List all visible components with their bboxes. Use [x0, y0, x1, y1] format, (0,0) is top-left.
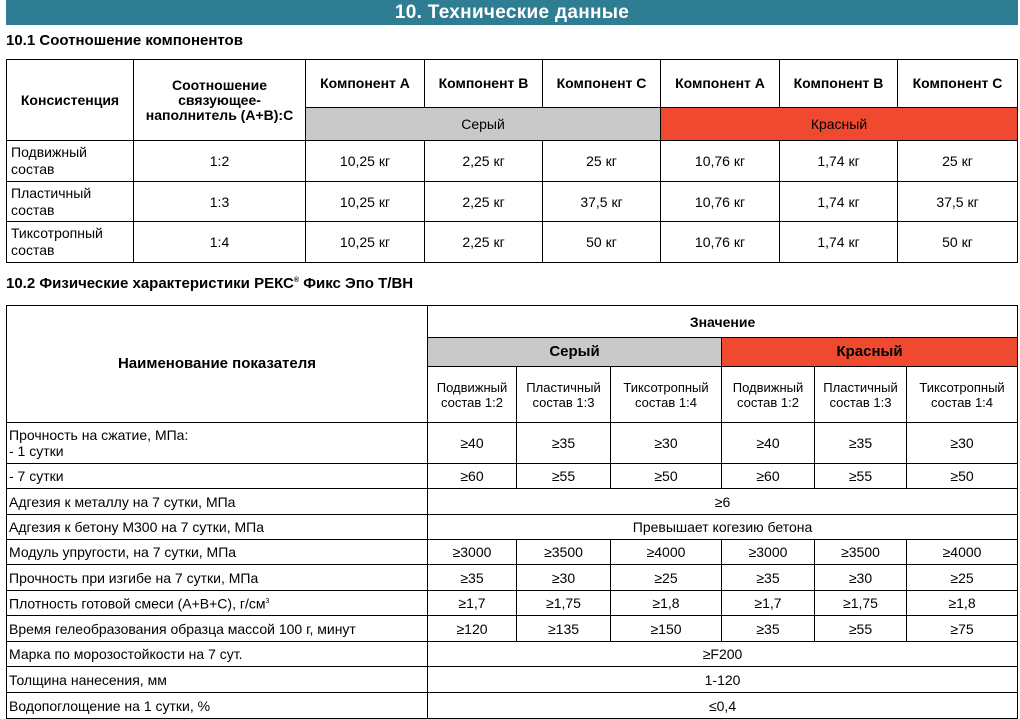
table-row — [7, 565, 1018, 591]
cell-value: ≥150 — [611, 616, 722, 642]
cell-value: 2,25 кг — [425, 141, 543, 182]
row-ratio: 1:3 — [134, 182, 306, 222]
cell-value: 1-120 — [428, 667, 1018, 693]
cell-value: ≥30 — [815, 565, 907, 591]
title-text: Фикс Эпо Т/ВН — [299, 275, 414, 292]
header-component: Компонент А — [661, 60, 780, 108]
cell-value: ≥60 — [428, 464, 517, 489]
cell-value: ≥35 — [428, 565, 517, 591]
cell-value: ≥25 — [611, 565, 722, 591]
cell-value: ≥120 — [428, 616, 517, 642]
cell-value: 10,76 кг — [661, 182, 780, 222]
cell-value: ≥35 — [815, 423, 907, 464]
header-component: Компонент С — [898, 60, 1018, 108]
cell-value: 1,74 кг — [780, 141, 898, 182]
cell-value: ≥3000 — [722, 540, 815, 565]
label-line: - 1 сутки — [9, 443, 64, 459]
table-row — [7, 423, 1018, 464]
row-label: Время гелеобразования образца массой 100 г, минут — [7, 616, 428, 642]
table-row — [7, 182, 1018, 222]
section-title-components: 10.1 Соотношение компонентов — [6, 32, 243, 49]
cell-value: ≥55 — [815, 464, 907, 489]
header-ratio: Соотношение связующее-наполнитель (А+В):С — [134, 60, 306, 141]
row-label: Марка по морозостойкости на 7 сут. — [7, 642, 428, 667]
cell-value: 10,25 кг — [306, 182, 425, 222]
cell-value: 37,5 кг — [543, 182, 661, 222]
cell-value: ≥1,75 — [517, 591, 611, 616]
physical-characteristics-table — [6, 305, 1018, 719]
cell-value: ≥40 — [428, 423, 517, 464]
row-name: Тиксотропный состав — [7, 222, 134, 263]
subheader-consistency: Пластичный состав 1:3 — [815, 367, 907, 423]
header-component: Компонент А — [306, 60, 425, 108]
row-label — [7, 591, 428, 616]
table-row — [7, 616, 1018, 642]
cell-value: ≥35 — [517, 423, 611, 464]
header-name: Наименование показателя — [7, 306, 428, 423]
row-ratio: 1:4 — [134, 222, 306, 263]
cell-value: 2,25 кг — [425, 222, 543, 263]
subheader-consistency: Подвижный состав 1:2 — [722, 367, 815, 423]
header-color-red: Красный — [661, 108, 1018, 141]
section-title-physical — [6, 275, 413, 292]
registered-mark: ® — [293, 277, 300, 284]
cell-value: ≥1,75 — [815, 591, 907, 616]
cell-value: 37,5 кг — [898, 182, 1018, 222]
cell-value: 10,76 кг — [661, 222, 780, 263]
row-label: Модуль упругости, на 7 сутки, МПа — [7, 540, 428, 565]
cell-value: ≥75 — [907, 616, 1018, 642]
table-row — [7, 667, 1018, 693]
cell-value: ≥25 — [907, 565, 1018, 591]
label-line: Прочность на сжатие, МПа: — [9, 427, 189, 443]
cell-value: ≥1,7 — [722, 591, 815, 616]
cell-value: 10,76 кг — [661, 141, 780, 182]
row-name: Подвижный состав — [7, 141, 134, 182]
table-row — [7, 464, 1018, 489]
components-ratio-table — [6, 59, 1018, 263]
cell-value: ≥55 — [815, 616, 907, 642]
cell-value: ≥3000 — [428, 540, 517, 565]
row-name: Пластичный состав — [7, 182, 134, 222]
row-label: Прочность при изгибе на 7 сутки, МПа — [7, 565, 428, 591]
row-label: Адгезия к металлу на 7 сутки, МПа — [7, 489, 428, 515]
table-row — [7, 642, 1018, 667]
table-row — [7, 141, 1018, 182]
cell-value: ≥135 — [517, 616, 611, 642]
cell-value: 50 кг — [898, 222, 1018, 263]
table-row — [7, 489, 1018, 515]
cell-value: ≥35 — [722, 616, 815, 642]
cell-value: 50 кг — [543, 222, 661, 263]
table-row — [7, 591, 1018, 616]
cell-value: ≥3500 — [517, 540, 611, 565]
row-label — [7, 423, 428, 464]
title-text: 10.2 Физические характеристики РЕКС — [6, 275, 294, 292]
cell-value: ≥1,7 — [428, 591, 517, 616]
row-label: Водопоглощение на 1 сутки, % — [7, 693, 428, 719]
table-row — [7, 222, 1018, 263]
header-component: Компонент В — [425, 60, 543, 108]
header-color-grey: Серый — [428, 338, 722, 367]
table-row — [7, 540, 1018, 565]
cell-value: ≥55 — [517, 464, 611, 489]
cell-value: ≥30 — [907, 423, 1018, 464]
table-row — [7, 693, 1018, 719]
header-consistency: Консистенция — [7, 60, 134, 141]
section-banner: 10. Технические данные — [6, 0, 1018, 25]
cell-value: ≥35 — [722, 565, 815, 591]
cell-value: 10,25 кг — [306, 141, 425, 182]
cell-value: ≥30 — [611, 423, 722, 464]
cell-value: Превышает когезию бетона — [428, 515, 1018, 540]
cell-value: ≤0,4 — [428, 693, 1018, 719]
cell-value: ≥50 — [611, 464, 722, 489]
superscript: 3 — [265, 598, 270, 606]
cell-value: 10,25 кг — [306, 222, 425, 263]
cell-value: ≥4000 — [907, 540, 1018, 565]
table-row — [7, 515, 1018, 540]
cell-value: ≥50 — [907, 464, 1018, 489]
cell-value: 25 кг — [543, 141, 661, 182]
cell-value: ≥4000 — [611, 540, 722, 565]
row-label: Адгезия к бетону М300 на 7 сутки, МПа — [7, 515, 428, 540]
row-label: Толщина нанесения, мм — [7, 667, 428, 693]
subheader-consistency: Тиксотропный состав 1:4 — [907, 367, 1018, 423]
header-component: Компонент В — [780, 60, 898, 108]
cell-value: 2,25 кг — [425, 182, 543, 222]
header-component: Компонент С — [543, 60, 661, 108]
cell-value: ≥F200 — [428, 642, 1018, 667]
header-color-grey: Серый — [306, 108, 661, 141]
cell-value: ≥60 — [722, 464, 815, 489]
cell-value: ≥40 — [722, 423, 815, 464]
header-color-red: Красный — [722, 338, 1018, 367]
cell-value: ≥3500 — [815, 540, 907, 565]
cell-value: ≥1,8 — [611, 591, 722, 616]
cell-value: 1,74 кг — [780, 182, 898, 222]
subheader-consistency: Подвижный состав 1:2 — [428, 367, 517, 423]
cell-value: ≥1,8 — [907, 591, 1018, 616]
cell-value: ≥30 — [517, 565, 611, 591]
subheader-consistency: Тиксотропный состав 1:4 — [611, 367, 722, 423]
label-text: Плотность готовой смеси (А+В+С), г/см — [9, 595, 266, 612]
cell-value: ≥6 — [428, 489, 1018, 515]
row-ratio: 1:2 — [134, 141, 306, 182]
cell-value: 25 кг — [898, 141, 1018, 182]
cell-value: 1,74 кг — [780, 222, 898, 263]
subheader-consistency: Пластичный состав 1:3 — [517, 367, 611, 423]
row-label: - 7 сутки — [7, 464, 428, 489]
header-value: Значение — [428, 306, 1018, 338]
